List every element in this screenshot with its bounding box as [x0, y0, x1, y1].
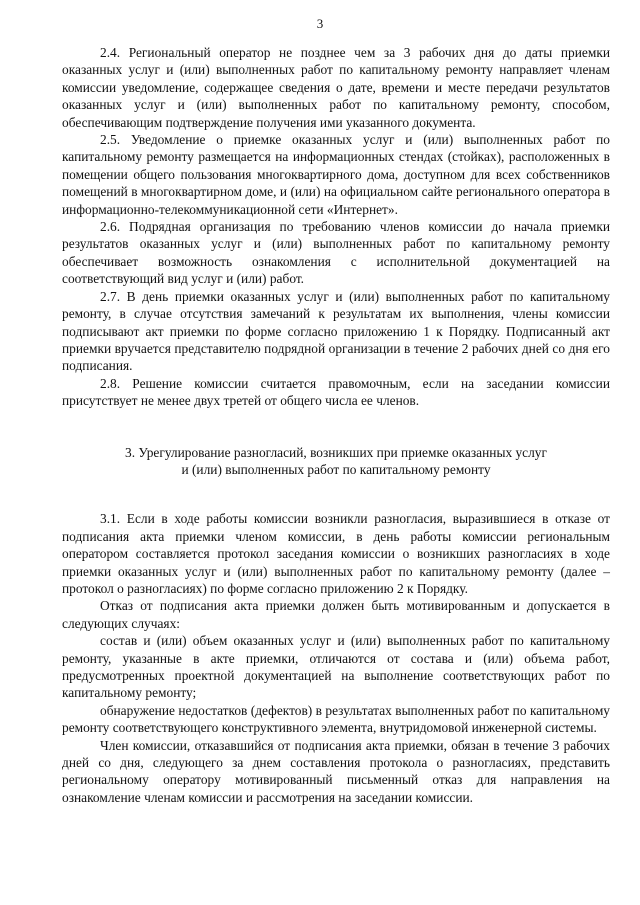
paragraph-2-7: 2.7. В день приемки оказанных услуг и (или) выполненных работ по капитальному ремонту, в случае отсутствия замечаний к результатам их выполнения, члены комиссии подписывают акт приемки по форме согласно приложению 1 к Порядку. Подписанный акт приемки вручается представителю подрядной организации в течение 2 рабочих дней со дня его подписания. [62, 288, 610, 374]
paragraph-2-8: 2.8. Решение комиссии считается правомочным, если на заседании комиссии присутствует не менее двух третей от общего числа ее членов. [62, 375, 610, 409]
paragraph-2-5: 2.5. Уведомление о приемке оказанных услуг и (или) выполненных работ по капитальному ремонту размещается на информационных стендах (стойках), расположенных в помещении общего пользования многоквартирного дома, доступном для всех собственников помещений в многоквартирном доме, и (или) на официальном сайте регионального оператора в информационно-телекоммуникационной сети «Интернет». [62, 132, 610, 217]
paragraph-3-1: 3.1. Если в ходе работы комиссии возникли разногласия, выразившиеся в отказе от подписания акта приемки членом комиссии, в день работы комиссии региональным оператором составляется протокол заседания комиссии о возникших разногласиях в ходе приемки оказанных услуг и (или) выполненных работ по капитальному ремонту (далее – протокол о разногласиях) по форме согласно приложению 2 к Порядку. [62, 511, 610, 596]
page-number: 3 [316, 16, 324, 31]
section-3-heading-line-1: 3. Урегулирование разногласий, возникших при приемке оказанных услуг [125, 444, 547, 460]
paragraph-refusal-intro: Отказ от подписания акта приемки должен быть мотивированным и допускается в следующих случаях: [62, 598, 610, 631]
section-3-heading [62, 444, 610, 479]
paragraph-member-refusal: Член комиссии, отказавшийся от подписания акта приемки, обязан в течение 3 рабочих дней со дня, следующего за днем составления протокола о разногласиях, представить региональному оператору мотивированный письменный отказ для направления на ознакомление членам комиссии и рассмотрения на заседании комиссии. [62, 737, 610, 805]
section-3-heading-line-2: и (или) выполненных работ по капитальному ремонту [181, 461, 491, 477]
paragraph-case-defects: обнаружение недостатков (дефектов) в результатах выполненных работ по капитальному ремонту соответствующего конструктивного элемента, внутридомовой инженерной системы. [62, 702, 610, 736]
paragraph-2-4: 2.4. Региональный оператор не позднее чем за 3 рабочих дня до даты приемки оказанных услуг и (или) выполненных работ по капитальному ремонту направляет членам комиссии уведомление, содержащее сведения о дате, времени и месте передачи результатов оказанных услуг и (или) выполненных работ по капитальному ремонту, способом, обеспечивающим подтверждение получения ими указанного документа. [62, 45, 610, 130]
paragraph-case-scope: состав и (или) объем оказанных услуг и (или) выполненных работ по капитальному ремонту, указанные в акте приемки, отличаются от состава и (или) объема работ, предусмотренных проектной документацией на выполнение соответствующих работ по капитальному ремонту; [62, 633, 610, 701]
paragraph-2-6: 2.6. Подрядная организация по требованию членов комиссии до начала приемки результатов оказанных услуг и (или) выполненных работ по капитальному ремонту обеспечивает возможность ознакомления с исполнительной документацией на соответствующий вид услуг и (или) работ. [62, 219, 610, 287]
document-body [62, 44, 610, 806]
